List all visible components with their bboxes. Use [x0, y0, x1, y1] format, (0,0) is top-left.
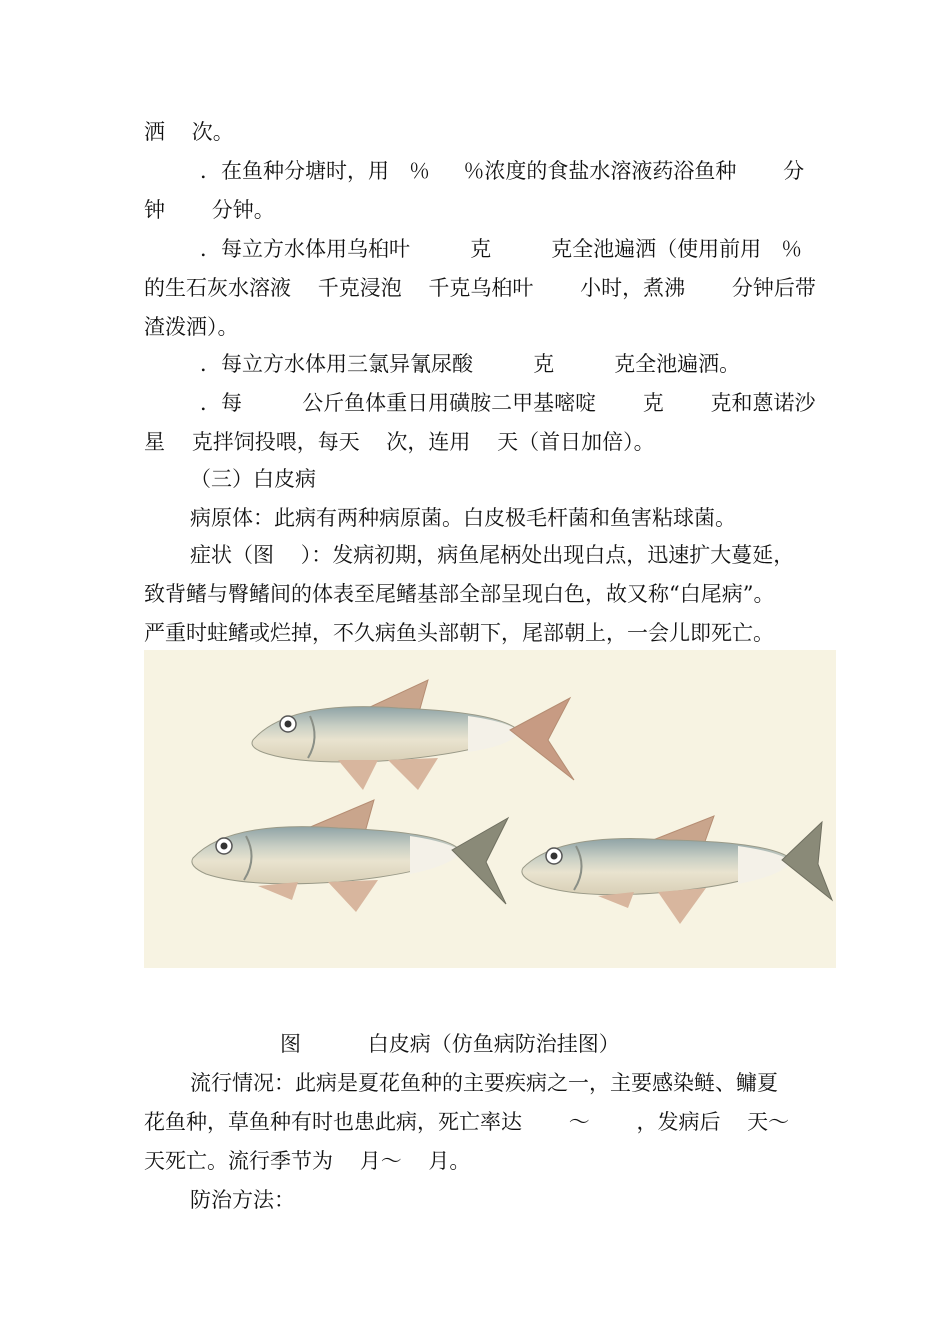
text-line: 严重时蛀鳍或烂掉，不久病鱼头部朝下，尾部朝上，一会儿即死亡。: [144, 621, 774, 645]
figure-caption: 图 白皮病（仿鱼病防治挂图）: [280, 1032, 620, 1056]
text-line: 渣泼洒）。: [144, 315, 239, 339]
text-line: 症状（图 ）：发病初期，病鱼尾柄处出现白点，迅速扩大蔓延，: [190, 543, 795, 567]
text-line: 致背鳍与臀鳍间的体表至尾鳍基部全部呈现白色，故又称“白尾病”。: [144, 582, 775, 606]
section-heading: （三）白皮病: [190, 467, 316, 491]
fish-bottom-left: [192, 800, 508, 912]
text-line: ．每立方水体用乌桕叶 克 克全池遍洒（使用前用 ％: [200, 237, 803, 261]
fish-top: [252, 680, 574, 790]
fish-illustration: [144, 650, 836, 968]
text-line: 星 克拌饲投喂，每天 次，连用 天（首日加倍）。: [144, 430, 655, 454]
text-line: 病原体：此病有两种病原菌。白皮极毛杆菌和鱼害粘球菌。: [190, 506, 736, 530]
text-line: 的生石灰水溶液 千克浸泡 千克乌桕叶 小时，煮沸 分钟后带: [144, 276, 816, 300]
text-line: 防治方法：: [190, 1188, 295, 1212]
text-line: ．每立方水体用三氯异氰尿酸 克 克全池遍洒。: [200, 352, 741, 376]
fish-illustration-svg: [144, 650, 836, 968]
text-line: 天死亡。流行季节为 月～ 月。: [144, 1149, 471, 1173]
text-line: 洒 次。: [144, 120, 234, 144]
text-line: 花鱼种，草鱼种有时也患此病，死亡率达 ～ ，发病后 天～: [144, 1110, 790, 1134]
text-line: 流行情况：此病是夏花鱼种的主要疾病之一，主要感染鲢、鳙夏: [190, 1071, 778, 1095]
text-line: ．每 公斤鱼体重日用磺胺二甲基嘧啶 克 克和蒽诺沙: [200, 391, 816, 415]
fish-bottom-right: [522, 816, 832, 924]
text-line: 钟 分钟。: [144, 198, 275, 222]
text-line: ．在鱼种分塘时，用 ％ ％浓度的食盐水溶液药浴鱼种 分: [200, 159, 805, 183]
